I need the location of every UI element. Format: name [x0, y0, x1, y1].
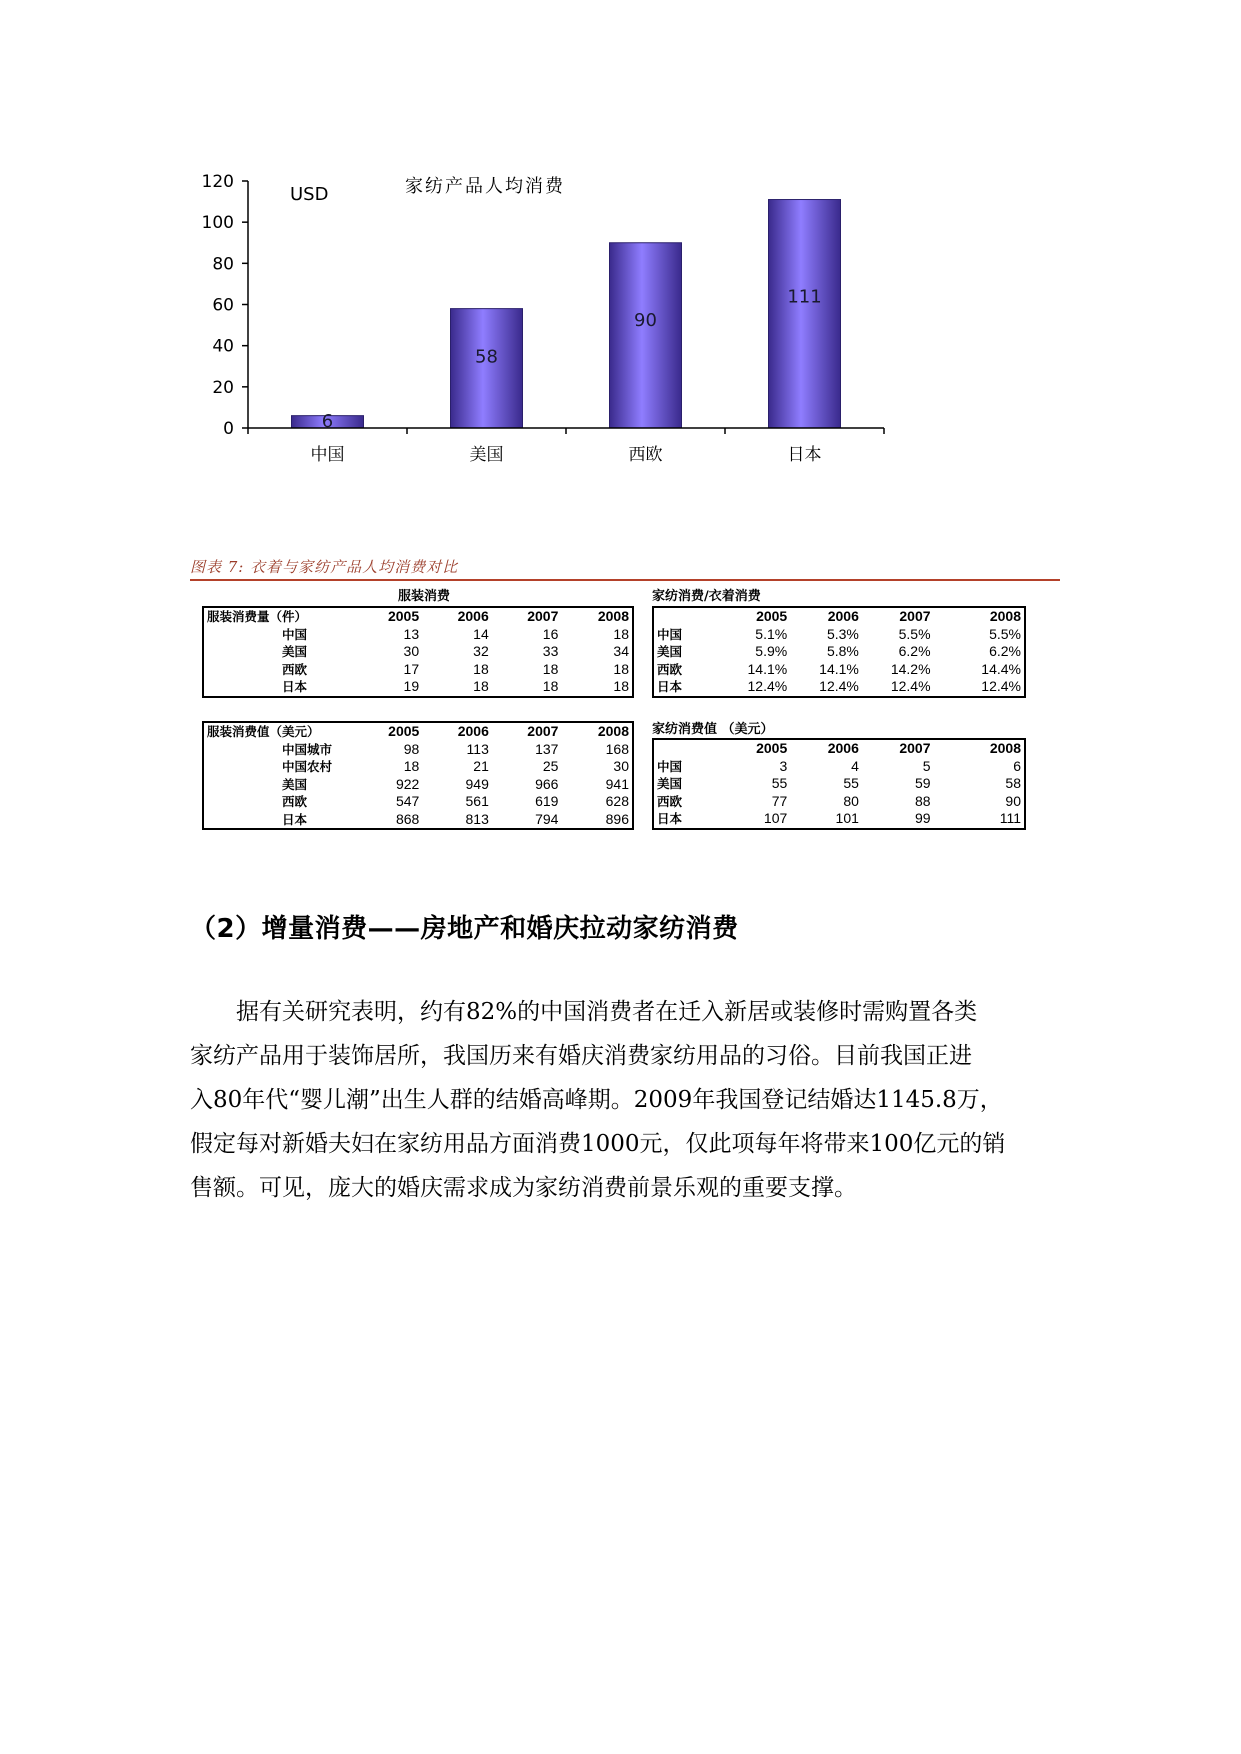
table-row — [653, 775, 1025, 793]
table-cell: 619 — [535, 793, 559, 810]
table-cell: 12.4% — [819, 678, 859, 695]
table-cell: 794 — [535, 810, 559, 827]
apparel-value-table — [202, 721, 634, 830]
table-cell: 561 — [465, 793, 489, 810]
x-category-label: 中国 — [310, 445, 345, 465]
per-capita-home-textile-chart — [190, 170, 1020, 530]
year-header: 2005 — [387, 608, 420, 625]
table-cell: 12.4% — [981, 678, 1021, 695]
row-label: 中国 — [657, 758, 683, 774]
caption-rule — [190, 579, 1060, 581]
table-cell: 55 — [771, 775, 788, 792]
year-header: 2006 — [827, 740, 859, 757]
table-cell: 18 — [613, 625, 629, 642]
y-tick-label: 120 — [201, 172, 234, 192]
table-cell: 6 — [1013, 757, 1021, 774]
table-cell: 80 — [843, 792, 859, 809]
table-row — [653, 810, 1025, 829]
y-axis-unit: USD — [290, 184, 329, 205]
table-cell: 99 — [914, 810, 931, 827]
y-axis — [202, 172, 248, 439]
bar — [769, 200, 841, 428]
y-tick-label: 0 — [223, 419, 234, 439]
row-label: 美国 — [657, 776, 683, 792]
row-label: 中国 — [657, 626, 683, 642]
bar — [610, 243, 682, 428]
table-row — [653, 643, 1025, 661]
table-row — [203, 811, 633, 830]
table-cell: 168 — [605, 740, 629, 757]
y-tick-label: 100 — [201, 213, 234, 234]
year-header: 2007 — [899, 740, 931, 757]
table-cell: 13 — [403, 625, 420, 642]
table-cell: 12.4% — [890, 678, 931, 695]
table-row — [203, 678, 633, 697]
bar-value-label: 90 — [634, 310, 657, 332]
table-cell: 14.2% — [890, 660, 931, 677]
body-line: 假定每对新婚夫妇在家纺用品方面消费1000元，仅此项每年将带来100亿元的销 — [190, 1131, 1006, 1157]
table-cell: 5.8% — [826, 643, 859, 660]
row-label: 日本 — [657, 811, 683, 827]
table-cell: 101 — [835, 810, 859, 827]
apparel-qty-table — [202, 606, 634, 698]
row-label: 日本 — [282, 679, 308, 695]
table-cell: 113 — [466, 740, 489, 757]
table-header-label — [653, 739, 719, 758]
table-cell: 18 — [542, 660, 559, 677]
table-cell: 5.5% — [989, 625, 1021, 642]
table-row — [203, 643, 633, 661]
table-cell: 5.1% — [755, 625, 788, 642]
figure-caption: 图表 7: 衣着与家纺产品人均消费对比 — [190, 558, 459, 576]
bar-value-label: 6 — [321, 411, 334, 432]
table-row — [653, 678, 1025, 697]
ratio-table-title: 家纺消费/衣着消费 — [652, 589, 761, 604]
table-cell: 6.2% — [898, 643, 931, 660]
x-axis — [248, 428, 884, 465]
table-header-row — [653, 739, 1025, 758]
table-cell: 14.1% — [747, 660, 788, 677]
table-cell: 58 — [1005, 775, 1021, 792]
table-cell: 21 — [473, 758, 489, 775]
year-header: 2006 — [457, 723, 489, 740]
table-cell: 5.5% — [898, 625, 931, 642]
table-cell: 30 — [613, 758, 629, 775]
table-header-row — [203, 607, 633, 626]
table-cell: 628 — [605, 793, 629, 810]
bar-value-label: 111 — [787, 286, 822, 308]
row-label: 美国 — [282, 776, 308, 792]
year-header: 2007 — [527, 723, 559, 740]
table-cell: 14 — [473, 625, 489, 642]
table-cell: 98 — [403, 740, 420, 757]
year-header: 2006 — [457, 608, 489, 625]
table-cell: 30 — [403, 643, 420, 660]
table-row — [203, 793, 633, 811]
table-row — [653, 626, 1025, 644]
table-cell: 59 — [914, 775, 931, 792]
year-header: 2005 — [388, 723, 420, 740]
table-cell: 896 — [605, 810, 629, 827]
table-cell: 25 — [542, 758, 559, 775]
x-category-label: 美国 — [469, 445, 504, 465]
table-row — [203, 661, 633, 679]
table-row — [653, 758, 1025, 776]
x-category-label: 西欧 — [628, 445, 663, 465]
row-label: 中国 — [282, 626, 308, 642]
y-tick-label: 80 — [212, 254, 234, 275]
table-cell: 922 — [395, 775, 420, 792]
apparel-qty-table-block — [202, 588, 634, 698]
table-cell: 14.4% — [981, 660, 1021, 677]
table-cell: 4 — [851, 757, 859, 774]
table-cell: 868 — [395, 810, 420, 827]
table-cell: 34 — [613, 643, 629, 660]
row-label: 美国 — [657, 644, 683, 660]
table-cell: 12.4% — [747, 678, 788, 695]
body-line: 家纺产品用于装饰居所，我国历来有婚庆消费家纺用品的习俗。目前我国正进 — [190, 1043, 972, 1069]
row-label: 中国农村 — [282, 759, 333, 775]
bar-value-label: 58 — [475, 346, 498, 368]
table-row — [203, 741, 633, 759]
table-cell: 16 — [542, 625, 559, 642]
body-line: 据有关研究表明，约有82%的中国消费者在迁入新居或装修时需购置各类 — [190, 999, 978, 1025]
table-cell: 18 — [473, 678, 489, 695]
table-cell: 137 — [535, 740, 559, 757]
section-heading: （2）增量消费——房地产和婚庆拉动家纺消费 — [190, 914, 739, 944]
table-cell: 18 — [403, 758, 420, 775]
table-header-label — [653, 607, 719, 626]
row-label: 美国 — [282, 644, 308, 660]
home-textile-value-table — [652, 738, 1026, 830]
table-cell: 14.1% — [819, 660, 859, 677]
table-row — [203, 758, 633, 776]
apparel-table-title: 服装消费 — [398, 589, 451, 604]
table-cell: 55 — [843, 775, 859, 792]
year-header: 2007 — [527, 608, 559, 625]
table-cell: 18 — [613, 660, 629, 677]
ratio-table-block — [652, 588, 1026, 698]
table-cell: 18 — [473, 660, 489, 677]
bars — [292, 200, 841, 432]
table-cell: 17 — [403, 660, 420, 677]
x-category-label: 日本 — [787, 445, 822, 465]
table-cell: 19 — [403, 678, 420, 695]
y-tick-label: 40 — [212, 336, 234, 357]
year-header: 2008 — [597, 608, 629, 625]
table-cell: 77 — [771, 792, 788, 809]
table-cell: 966 — [535, 775, 559, 792]
table-cell: 90 — [1005, 792, 1021, 809]
table-cell: 32 — [473, 643, 489, 660]
year-header: 2008 — [597, 723, 629, 740]
row-label: 西欧 — [657, 793, 683, 809]
body-paragraph — [190, 990, 1050, 1210]
y-tick-label: 20 — [212, 377, 234, 398]
table-cell: 88 — [914, 792, 931, 809]
table-cell: 5.9% — [755, 643, 788, 660]
table-cell: 33 — [542, 643, 559, 660]
table-cell: 949 — [465, 775, 489, 792]
body-line: 售额。可见，庞大的婚庆需求成为家纺消费前景乐观的重要支撑。 — [190, 1175, 857, 1201]
row-label: 西欧 — [657, 661, 683, 677]
chart-title: 家纺产品人均消费 — [405, 176, 565, 197]
table-cell: 107 — [763, 810, 788, 827]
year-header: 2008 — [989, 740, 1021, 757]
row-label: 中国城市 — [282, 741, 333, 757]
table-cell: 6.2% — [989, 643, 1021, 660]
table-cell: 111 — [999, 810, 1021, 827]
row-label: 西欧 — [282, 794, 308, 810]
y-tick-label: 60 — [212, 295, 234, 316]
row-label: 西欧 — [282, 661, 308, 677]
year-header: 2005 — [756, 608, 788, 625]
year-header: 2006 — [827, 608, 859, 625]
table-header-label: 服装消费值（美元） — [207, 724, 320, 740]
table-cell: 941 — [605, 775, 629, 792]
table-cell: 3 — [779, 757, 788, 774]
table-header-row — [203, 722, 633, 741]
year-header: 2007 — [899, 608, 931, 625]
table-row — [653, 661, 1025, 679]
year-header: 2005 — [756, 740, 788, 757]
table-header-label: 服装消费量（件） — [207, 609, 308, 625]
row-label: 日本 — [282, 811, 308, 827]
table-cell: 547 — [395, 793, 420, 810]
row-label: 日本 — [657, 679, 683, 695]
table-row — [203, 776, 633, 794]
ratio-table — [652, 606, 1026, 698]
body-line: 入80年代“婴儿潮”出生人群的结婚高峰期。2009年我国登记结婚达1145.8万， — [190, 1087, 1003, 1113]
table-cell: 813 — [465, 810, 489, 827]
apparel-value-table-block — [202, 721, 634, 830]
table-cell: 18 — [542, 678, 559, 695]
table-row — [203, 626, 633, 644]
table-header-row — [653, 607, 1025, 626]
home-textile-value-table-block — [652, 721, 1026, 830]
home-textile-table-title: 家纺消费值 （美元） — [652, 722, 774, 737]
table-cell: 5 — [922, 757, 931, 774]
table-cell: 18 — [613, 678, 629, 695]
year-header: 2008 — [989, 608, 1021, 625]
table-row — [653, 793, 1025, 811]
bar — [451, 309, 523, 428]
table-cell: 5.3% — [826, 625, 859, 642]
